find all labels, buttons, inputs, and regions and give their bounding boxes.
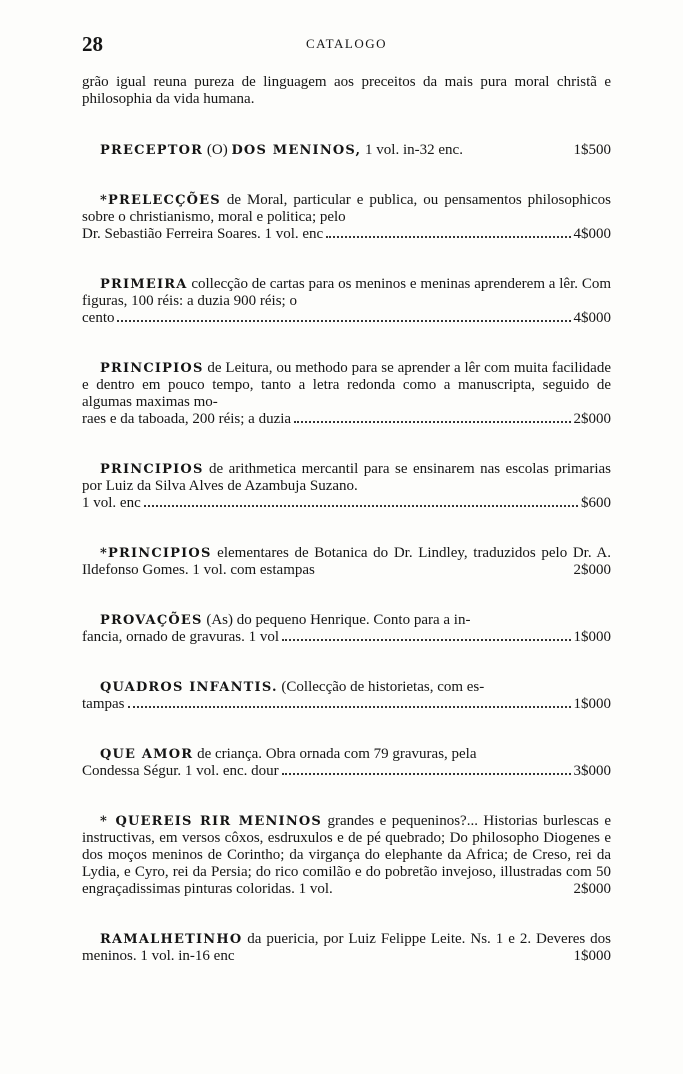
catalog-entry [82, 360, 611, 428]
entry-keyword: PROVAÇÕES [100, 613, 203, 628]
entry-text: de arithmetica mercantil para se ensinarem nas escolas primarias por Luiz da Silva Alves de Azambuja Suzano. [82, 461, 611, 494]
entry-price: 1$000 [573, 948, 611, 964]
entry-last-line: 1 vol. enc [82, 495, 141, 511]
entry-price: 1$500 [573, 142, 611, 158]
entry-keyword: * QUEREIS RIR MENINOS [100, 814, 323, 829]
entry-keyword: QUADROS INFANTIS. [100, 680, 278, 695]
page-header [82, 32, 611, 54]
entry-last-line: cento [82, 310, 115, 326]
running-title: CATALOGO [305, 36, 387, 51]
entry-price: 4$000 [573, 226, 611, 242]
entry-keyword-2: DOS MENINOS, [231, 143, 362, 158]
entry-price: 2$000 [573, 562, 611, 578]
entry-text: de Leitura, ou methodo para se aprender a lêr com muita facilidade e dentro em pouco tempo, tanto a letra redonda como a manuscripta, seguido de algumas maximas mo- [82, 360, 611, 410]
entry-text: grandes e pequeninos?... Historias burlescas e instructivas, em versos côxos, esdruxulos e de pé quebrado; Do philosopho Diogenes e dos moços meninos de Corintho; da virgança do elephante da Africa; de Creso, rei da Lydia, e Cyro, rei da Persia; do rico comilão e do pobretão invejoso, illustradas com 50 engraçadissimas pinturas coloridas. 1 vol. [82, 813, 611, 897]
entry-last-line: Dr. Sebastião Ferreira Soares. 1 vol. enc [82, 226, 324, 242]
continuation-paragraph: grão igual reuna pureza de linguagem aos preceitos da mais pura moral christã e philosophia da vida humana. [82, 74, 611, 107]
catalog-entry [82, 813, 611, 898]
entry-keyword: PRIMEIRA [100, 277, 188, 292]
catalog-entry [82, 545, 611, 579]
entry-keyword: QUE AMOR [100, 747, 194, 762]
entry-last-line: tampas [82, 696, 125, 712]
catalog-entry [82, 192, 611, 243]
entry-title [100, 142, 463, 159]
catalog-entry [82, 931, 611, 965]
entry-last-line: raes e da taboada, 200 réis; a duzia [82, 411, 292, 427]
entry-text: da puericia, por Luiz Felippe Leite. Ns. 1 e 2. Deveres dos meninos. 1 vol. in-16 enc [82, 931, 611, 964]
entry-text: de criança. Obra ornada com 79 gravuras, pela [193, 746, 477, 762]
entry-last-line: fancia, ornado de gravuras. 1 vol [82, 629, 280, 645]
catalog-entry [82, 142, 611, 159]
entry-keyword: PRINCIPIOS [100, 361, 204, 376]
entry-keyword: PRECEPTOR [100, 143, 204, 158]
entry-keyword: *PRINCIPIOS [100, 546, 212, 561]
entry-text: (Collecção de historietas, com es- [277, 679, 485, 695]
entry-keyword: *PRELECÇÕES [100, 193, 221, 208]
entry-price: 2$000 [573, 881, 611, 897]
entry-keyword: PRINCIPIOS [100, 462, 204, 477]
catalog-entry [82, 276, 611, 327]
entry-price: $600 [581, 495, 611, 511]
entry-text-2: 1 vol. in-32 enc. [361, 142, 463, 158]
entry-price: 3$000 [573, 763, 611, 779]
entry-price: 2$000 [573, 411, 611, 427]
entry-price: 1$000 [573, 629, 611, 645]
entry-keyword: RAMALHETINHO [100, 932, 243, 947]
catalog-entry [82, 746, 611, 780]
catalog-entry [82, 679, 611, 713]
entry-last-line: Condessa Ségur. 1 vol. enc. dour [82, 763, 279, 779]
entry-price: 4$000 [573, 310, 611, 326]
entry-text: (As) do pequeno Henrique. Conto para a in- [202, 612, 471, 628]
entry-text: (O) [203, 142, 232, 158]
entry-price: 1$000 [573, 696, 611, 712]
entry-text: collecção de cartas para os meninos e meninas aprenderem a lêr. Com figuras, 100 réis: a duzia 900 réis; o [82, 276, 611, 309]
entry-text: elementares de Botanica do Dr. Lindley, traduzidos pelo Dr. A. Ildefonso Gomes. 1 vol. com estampas [82, 545, 611, 578]
catalog-entry [82, 612, 611, 646]
catalog-entry [82, 461, 611, 512]
catalog-body [82, 74, 611, 998]
page-number: 28 [82, 32, 103, 56]
entry-text: de Moral, particular e publica, ou pensamentos philosophicos sobre o christianismo, moral e politica; pelo [82, 192, 611, 225]
